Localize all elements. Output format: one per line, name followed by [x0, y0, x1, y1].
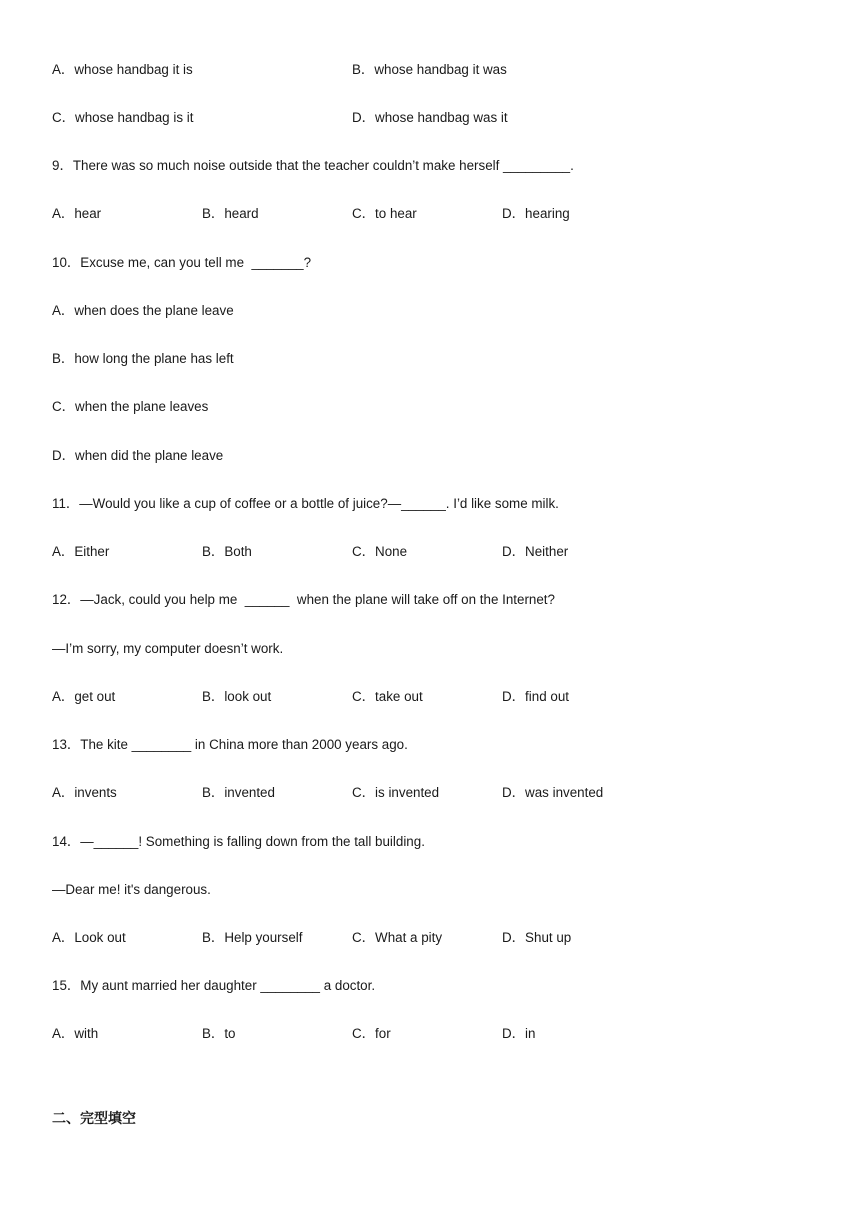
- section-heading-cloze: 二、完型填空: [52, 1110, 136, 1126]
- q11-option-a: A．Either: [52, 544, 110, 559]
- option-d: D．whose handbag was it: [352, 110, 508, 125]
- question-12-stem: 12．—Jack, could you help me ______ when the plane will take off on the Internet?: [52, 592, 555, 607]
- question-14-reply: —Dear me! it's dangerous.: [52, 882, 211, 897]
- q12-option-d: D．find out: [502, 689, 569, 704]
- question-10-stem: 10．Excuse me, can you tell me _______?: [52, 255, 312, 270]
- q10-option-a: A．when does the plane leave: [52, 303, 234, 318]
- option-c: C．whose handbag is it: [52, 110, 194, 125]
- q12-option-b: B．look out: [202, 689, 272, 704]
- q9-option-b: B．heard: [202, 206, 259, 221]
- q14-option-c: C．What a pity: [352, 930, 443, 945]
- q11-option-c: C．None: [352, 544, 408, 559]
- question-11-stem: 11．—Would you like a cup of coffee or a bottle of juice?—______. I’d like some milk.: [52, 496, 559, 511]
- question-9-stem: 9．There was so much noise outside that the teacher couldn’t make herself _________.: [52, 158, 574, 173]
- q13-option-a: A．invents: [52, 785, 117, 800]
- question-12-reply: —I’m sorry, my computer doesn’t work.: [52, 641, 284, 656]
- q10-option-b: B．how long the plane has left: [52, 351, 234, 366]
- q14-option-a: A．Look out: [52, 930, 126, 945]
- question-15-stem: 15．My aunt married her daughter ________ a doctor.: [52, 978, 376, 993]
- option-b: B．whose handbag it was: [352, 62, 507, 77]
- q9-option-d: D．hearing: [502, 206, 570, 221]
- q13-option-b: B．invented: [202, 785, 275, 800]
- q15-option-a: A．with: [52, 1026, 99, 1041]
- q12-option-c: C．take out: [352, 689, 423, 704]
- q9-option-c: C．to hear: [352, 206, 417, 221]
- q12-option-a: A．get out: [52, 689, 116, 704]
- question-13-stem: 13．The kite ________ in China more than 2000 years ago.: [52, 737, 408, 752]
- q11-option-d: D．Neither: [502, 544, 569, 559]
- q14-option-d: D．Shut up: [502, 930, 572, 945]
- q14-option-b: B．Help yourself: [202, 930, 303, 945]
- q15-option-d: D．in: [502, 1026, 536, 1041]
- q10-option-d: D．when did the plane leave: [52, 448, 224, 463]
- q13-option-c: C．is invented: [352, 785, 440, 800]
- q10-option-c: C．when the plane leaves: [52, 399, 209, 414]
- q13-option-d: D．was invented: [502, 785, 604, 800]
- option-a: A．whose handbag it is: [52, 62, 193, 77]
- question-14-stem: 14．—______! Something is falling down from the tall building.: [52, 834, 425, 849]
- q9-option-a: A．hear: [52, 206, 102, 221]
- q15-option-b: B．to: [202, 1026, 236, 1041]
- q11-option-b: B．Both: [202, 544, 252, 559]
- q15-option-c: C．for: [352, 1026, 391, 1041]
